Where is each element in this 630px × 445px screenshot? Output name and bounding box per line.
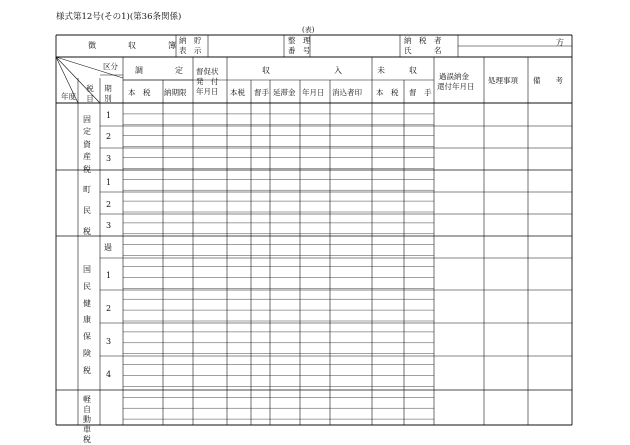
period-kokumin-1: 1 <box>106 271 112 280</box>
shunyu-date-header: 年月日 <box>302 88 325 97</box>
period-kotei-1: 1 <box>106 111 112 120</box>
form-number-label: 様式第12号(その1)(第36条関係) <box>56 12 182 22</box>
period-kokumin-3: 3 <box>106 337 112 346</box>
shunyu-tokushu-header: 督手 <box>254 88 269 97</box>
kanpu-header-1: 過誤納金 <box>439 72 469 81</box>
shunyu-stamp-header: 消込者印 <box>332 88 362 97</box>
shunyu-header: 収 入 <box>262 66 342 75</box>
shunyu-entai-header: 延滞金 <box>273 88 296 97</box>
period-kotei-3: 3 <box>106 154 112 163</box>
zeimoku-header: 税 目 <box>86 84 94 104</box>
mgmt-label-bottom: 番 号 <box>288 46 311 55</box>
period-kotei-2: 2 <box>106 132 112 141</box>
chotei-nokigen-header: 納期限 <box>164 88 187 97</box>
period-kokumin-ka: 過 <box>104 243 112 252</box>
biko-header: 備 考 <box>533 76 563 85</box>
storage-label-bottom: 表 示 <box>179 46 202 55</box>
period-kokumin-4: 4 <box>106 370 112 379</box>
misyu-honzei-header: 本 税 <box>376 88 399 97</box>
tokusoku-header-1: 督促状 <box>196 67 219 76</box>
period-kokumin-2: 2 <box>106 304 112 313</box>
misyu-tokushu-header: 督 手 <box>409 88 432 97</box>
period-cho-1: 1 <box>106 178 112 187</box>
storage-label-top: 納 貯 <box>179 36 202 45</box>
tokusoku-header-2: 発 付 <box>196 77 219 86</box>
front-side-label: (表) <box>302 26 315 34</box>
shori-header: 処理事項 <box>488 76 518 85</box>
tokusoku-header-3: 年月日 <box>196 87 219 96</box>
chotei-header: 調 定 <box>135 66 183 75</box>
tax-kokumin: 国 民 健 康 保 険 税 <box>83 265 91 375</box>
period-cho-3: 3 <box>106 221 112 230</box>
tax-cho: 町 民 税 <box>83 185 91 236</box>
mgmt-label-top: 整 理 <box>288 36 311 45</box>
kibetsu-header: 期 別 <box>104 84 112 104</box>
misyu-header: 未 収 <box>377 66 417 75</box>
payer-label-top: 納 税 者 <box>404 36 442 45</box>
tax-kei: 軽 自 動 車 税 <box>83 395 91 444</box>
ledger-title: 徴 収 簿 <box>88 41 176 50</box>
payer-label-bottom: 氏 名 <box>404 46 442 55</box>
chotei-honzei-header: 本 税 <box>128 88 151 97</box>
shunyu-honzei-header: 本税 <box>230 88 245 97</box>
nendo-header: 年度 <box>61 92 76 101</box>
kata-label: 方 <box>556 38 564 47</box>
period-cho-2: 2 <box>106 200 112 209</box>
kubun-header: 区分 <box>103 62 118 71</box>
kanpu-header-2: 還付年月日 <box>437 82 475 91</box>
tax-kotei: 固 定 資 産 税 <box>83 115 91 174</box>
